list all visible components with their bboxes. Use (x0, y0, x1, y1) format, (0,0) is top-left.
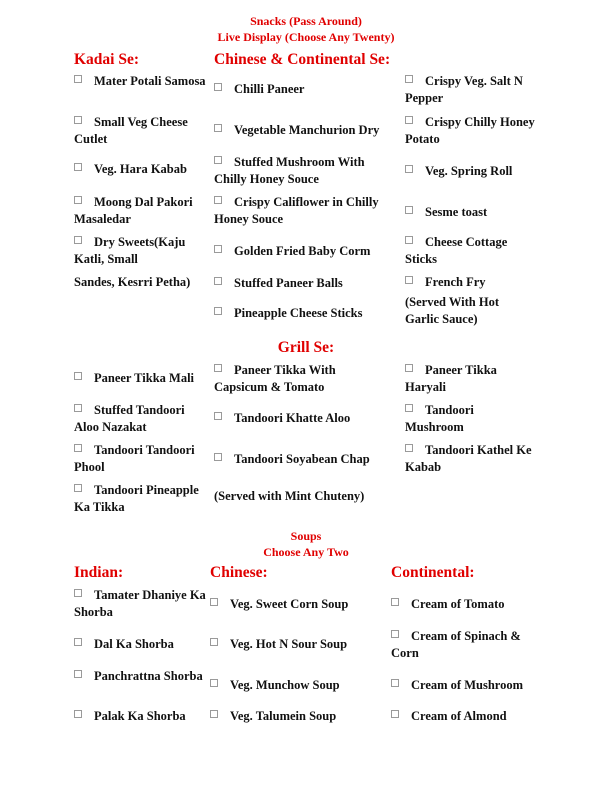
item-label: French Fry (425, 275, 486, 289)
list-item[interactable] (405, 234, 535, 268)
list-item[interactable] (74, 708, 208, 725)
list-item[interactable] (214, 243, 404, 260)
checkbox[interactable] (74, 236, 82, 244)
list-item[interactable] (391, 596, 551, 613)
checkbox[interactable] (405, 75, 413, 83)
item-label: Stuffed Mushroom With Chilly Honey Souce (214, 155, 365, 186)
item-label: Tamater Dhaniye Ka Shorba (74, 588, 206, 619)
checkbox[interactable] (74, 196, 82, 204)
soups-title: Soups (290, 529, 322, 543)
checkbox[interactable] (391, 710, 399, 718)
checkbox[interactable] (214, 307, 222, 315)
list-item[interactable] (210, 677, 390, 694)
list-item[interactable] (74, 114, 208, 148)
list-item[interactable] (214, 451, 404, 468)
list-item[interactable] (391, 708, 551, 725)
item-label: Sesme toast (425, 205, 488, 219)
list-item[interactable] (74, 234, 208, 268)
checkbox[interactable] (210, 598, 218, 606)
item-label: Tandoori Khatte Aloo (234, 411, 351, 425)
item-label: Stuffed Tandoori Aloo Nazakat (74, 403, 185, 434)
list-item[interactable] (405, 204, 545, 221)
list-item[interactable] (74, 73, 208, 90)
list-item[interactable] (391, 677, 561, 694)
checkbox[interactable] (405, 206, 413, 214)
item-label: Pineapple Cheese Sticks (234, 306, 363, 320)
checkbox[interactable] (210, 638, 218, 646)
checkbox[interactable] (74, 710, 82, 718)
kadai-heading: Kadai Se: (74, 51, 140, 68)
checkbox[interactable] (210, 710, 218, 718)
soup-chinese-heading: Chinese: (210, 564, 268, 581)
checkbox[interactable] (74, 589, 82, 597)
snacks-title: Snacks (Pass Around) (250, 14, 362, 28)
served-note: (Served with Mint Chuteny) (214, 489, 365, 503)
checkbox[interactable] (391, 630, 399, 638)
item-label: Tandoori Mushroom (405, 403, 474, 434)
list-item[interactable] (210, 636, 390, 653)
list-item[interactable] (214, 410, 404, 427)
list-item[interactable] (74, 370, 214, 387)
item-label: Cream of Spinach & Corn (391, 629, 521, 660)
checkbox[interactable] (214, 83, 222, 91)
item-label: Tandoori Pineapple Ka Tikka (74, 483, 199, 514)
item-label: Cream of Tomato (411, 597, 505, 611)
checkbox[interactable] (74, 163, 82, 171)
checkbox[interactable] (74, 670, 82, 678)
checkbox[interactable] (405, 165, 413, 173)
checkbox[interactable] (214, 412, 222, 420)
item-label: Stuffed Paneer Balls (234, 276, 343, 290)
list-item-continuation: Sandes, Kesrri Petha) (74, 275, 191, 289)
item-label: Paneer Tikka Mali (94, 371, 195, 385)
item-label: Palak Ka Shorba (94, 709, 186, 723)
checkbox[interactable] (405, 116, 413, 124)
list-item[interactable] (74, 482, 208, 516)
item-label: Dry Sweets(Kaju Katli, Small (74, 235, 186, 266)
item-label: Panchrattna Shorba (94, 669, 203, 683)
item-label: Cream of Mushroom (411, 678, 524, 692)
checkbox[interactable] (405, 276, 413, 284)
list-item[interactable] (214, 154, 396, 188)
checkbox[interactable] (405, 364, 413, 372)
list-item[interactable] (405, 163, 545, 180)
chinese-continental-heading: Chinese & Continental Se: (214, 51, 391, 68)
item-label: Vegetable Manchurion Dry (234, 123, 380, 137)
item-label: Mater Potali Samosa (94, 74, 206, 88)
list-item[interactable] (214, 194, 400, 228)
checkbox[interactable] (214, 453, 222, 461)
list-item[interactable] (74, 161, 208, 178)
list-item[interactable] (74, 587, 208, 621)
checkbox[interactable] (405, 236, 413, 244)
checkbox[interactable] (214, 364, 222, 372)
list-item[interactable] (210, 596, 390, 613)
list-item[interactable] (214, 275, 404, 292)
checkbox[interactable] (214, 156, 222, 164)
snacks-subtitle: Live Display (Choose Any Twenty) (217, 30, 395, 44)
soup-continental-heading: Continental: (391, 564, 475, 581)
list-item[interactable] (214, 305, 404, 322)
item-label: Chilli Paneer (234, 82, 305, 96)
list-item[interactable] (405, 362, 535, 396)
list-item[interactable] (405, 114, 535, 148)
checkbox[interactable] (74, 404, 82, 412)
checkbox[interactable] (214, 277, 222, 285)
soups-subtitle: Choose Any Two (263, 545, 349, 559)
checkbox[interactable] (210, 679, 218, 687)
list-item[interactable] (405, 402, 515, 436)
list-item[interactable] (74, 668, 204, 685)
list-item[interactable] (405, 274, 545, 291)
list-item[interactable] (214, 122, 406, 139)
grill-heading: Grill Se: (277, 339, 335, 356)
item-label: Golden Fried Baby Corm (234, 244, 371, 258)
list-item[interactable] (210, 708, 390, 725)
item-label: Crispy Califlower in Chilly Honey Souce (214, 195, 379, 226)
list-item[interactable] (74, 402, 208, 436)
checkbox[interactable] (214, 245, 222, 253)
checkbox[interactable] (74, 638, 82, 646)
item-label: Crispy Veg. Salt N Pepper (405, 74, 523, 105)
item-label: Veg. Sweet Corn Soup (230, 597, 349, 611)
checkbox[interactable] (74, 484, 82, 492)
checkbox[interactable] (74, 444, 82, 452)
item-label: Veg. Munchow Soup (230, 678, 340, 692)
item-label: Paneer Tikka With Capsicum & Tomato (214, 363, 336, 394)
item-label: Veg. Talumein Soup (230, 709, 337, 723)
checkbox[interactable] (391, 679, 399, 687)
list-item[interactable] (214, 362, 390, 396)
list-item[interactable] (74, 636, 208, 653)
item-label: Small Veg Cheese Cutlet (74, 115, 188, 146)
item-label: Cheese Cottage Sticks (405, 235, 508, 266)
item-label: Dal Ka Shorba (94, 637, 174, 651)
checkbox[interactable] (74, 75, 82, 83)
item-label: Paneer Tikka Haryali (405, 363, 497, 394)
soup-indian-heading: Indian: (74, 564, 124, 581)
item-label: Crispy Chilly Honey Potato (405, 115, 535, 146)
list-item[interactable] (391, 628, 551, 662)
item-label: Tandoori Kathel Ke Kabab (405, 443, 532, 474)
item-label: Veg. Spring Roll (425, 164, 513, 178)
checkbox[interactable] (214, 196, 222, 204)
item-label: Veg. Hara Kabab (94, 162, 187, 176)
checkbox[interactable] (74, 116, 82, 124)
served-note: (Served With Hot Garlic Sauce) (405, 295, 499, 326)
item-label: Cream of Almond (411, 709, 507, 723)
list-item[interactable] (74, 194, 208, 228)
item-label: Moong Dal Pakori Masaledar (74, 195, 193, 226)
list-item[interactable] (214, 81, 404, 98)
checkbox[interactable] (405, 444, 413, 452)
item-label: Tandoori Tandoori Phool (74, 443, 195, 474)
item-label: Veg. Hot N Sour Soup (230, 637, 348, 651)
checkbox[interactable] (74, 372, 82, 380)
list-item[interactable] (405, 73, 545, 107)
checkbox[interactable] (391, 598, 399, 606)
list-item[interactable] (405, 442, 535, 476)
checkbox[interactable] (405, 404, 413, 412)
item-label: Tandoori Soyabean Chap (234, 452, 370, 466)
checkbox[interactable] (214, 124, 222, 132)
list-item[interactable] (74, 442, 214, 476)
